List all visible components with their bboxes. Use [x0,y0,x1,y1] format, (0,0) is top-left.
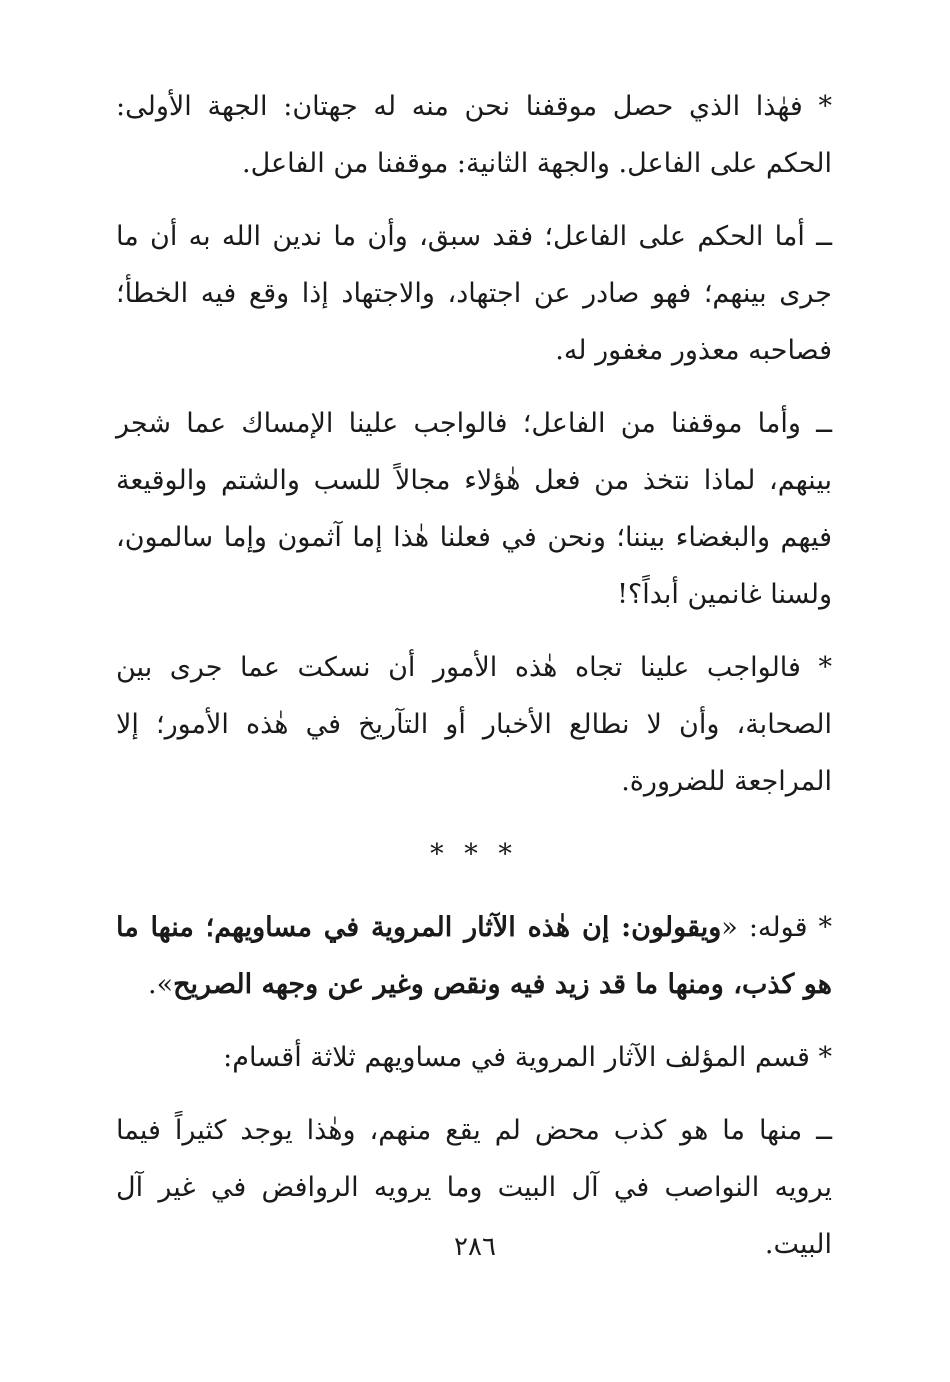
paragraph-three-categories: * قسم المؤلف الآثار المروية في مساويهم ثلاثة أقسام: [223,1042,832,1073]
page-body [116,78,832,1289]
paragraph-duty-silence: * فالواجب علينا تجاه هٰذه الأمور أن نسكت عما جرى بين الصحابة، وأن لا نطالع الأخبار أو التآريخ في هٰذه الأمور؛ إلا المراجعة للضرورة. [116,652,832,797]
paragraph-ruling-on-doer: ــ أما الحكم على الفاعل؛ فقد سبق، وأن ما ندين الله به أن ما جرى بينهم؛ فهو صادر عن اجتهاد، والاجتهاد إذا وقع فيه الخطأ؛ فصاحبه معذور مغفور له. [116,221,832,366]
quote-bold-text: ويقولون: إن هٰذه الآثار المروية في مساويهم؛ منها ما هو كذب، ومنها ما قد زيد فيه ونقص وغير عن وجهه الصريح [116,912,832,1000]
page-number: ٢٨٦ [454,1232,496,1262]
paragraph-stance-on-doer: ــ وأما موقفنا من الفاعل؛ فالواجب علينا الإمساك عما شجر بينهم، لماذا نتخذ من فعل هٰؤلاء مجالاً للسب والشتم والوقيعة فيهم والبغضاء بيننا؛ ونحن في فعلنا هٰذا إما آثمون وإما سالمون، ولسنا غانمين أبداً؟! [116,408,832,610]
paragraph-author-quote [116,899,832,1013]
paragraph-category-lies: ــ منها ما هو كذب محض لم يقع منهم، وهٰذا يوجد كثيراً فيما يرويه النواصب في آل البيت وما يرويه الروافض في غير آل البيت. [116,1115,832,1260]
section-separator: * * * [430,839,518,870]
paragraph-aspects: * فهٰذا الذي حصل موقفنا نحن منه له جهتان: الجهة الأولى: الحكم على الفاعل. والجهة الثانية: موقفنا من الفاعل. [116,91,832,179]
quote-suffix: ». [148,969,174,1000]
quote-prefix: * قوله: « [721,912,832,943]
